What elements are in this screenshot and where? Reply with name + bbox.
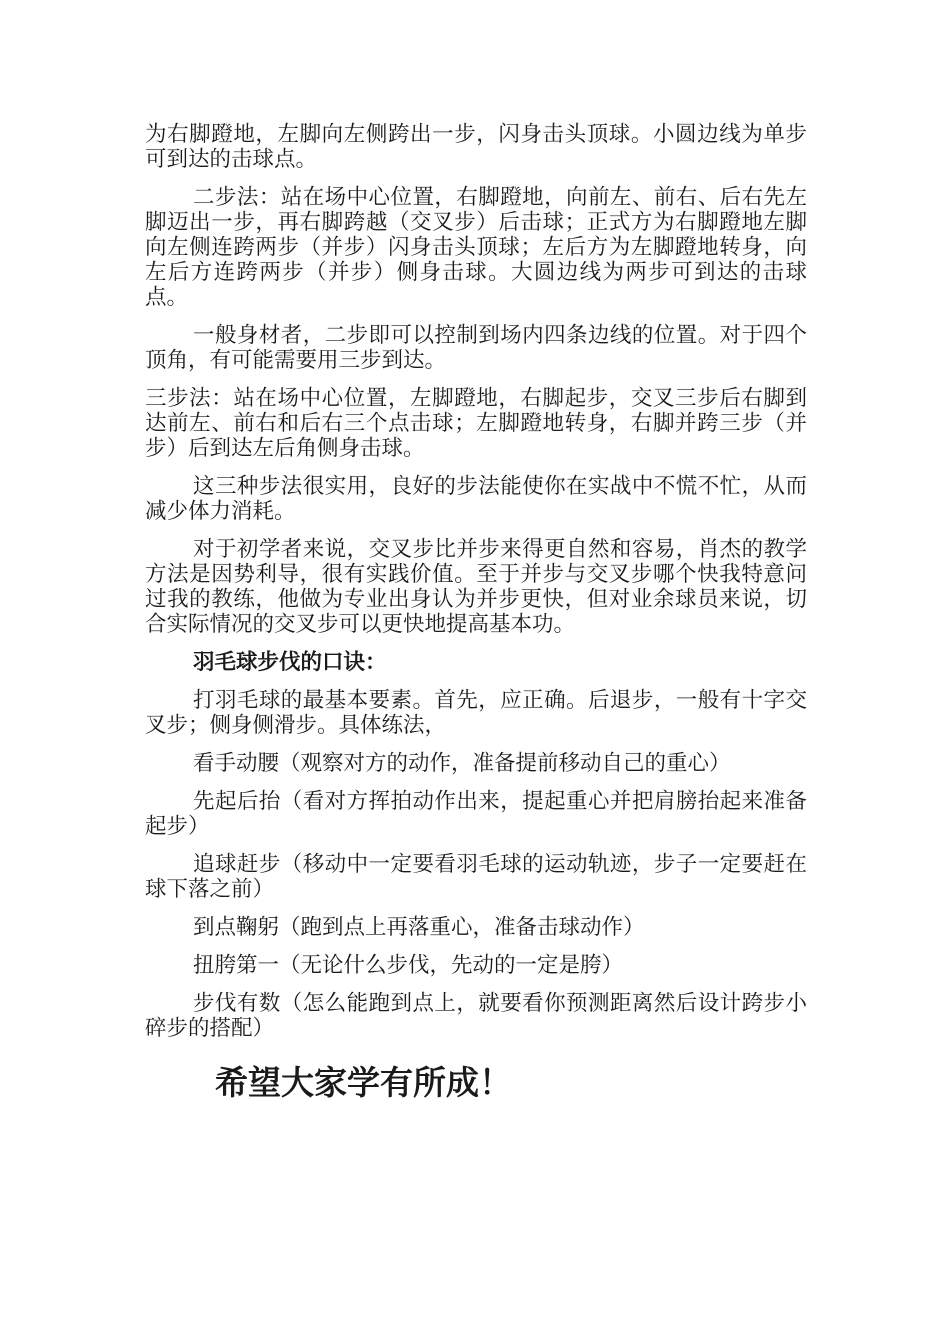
paragraph-4: 三步法：站在场中心位置，左脚蹬地，右脚起步，交叉三步后右脚到达前左、前右和后右三个点击球；左脚蹬地转身，右脚并跨三步（并步）后到达左后角侧身击球。 — [145, 386, 807, 461]
mnemonic-6: 步伐有数（怎么能跑到点上，就要看你预测距离然后设计跨步小碎步的搭配） — [145, 991, 807, 1041]
mnemonic-5: 扭胯第一（无论什么步伐，先动的一定是胯） — [193, 953, 624, 978]
paragraph-1: 为右脚蹬地，左脚向左侧跨出一步，闪身击头顶球。小圆边线为单步可到达的击球点。 — [145, 122, 807, 172]
section-heading: 羽毛球步伐的口诀： — [193, 650, 387, 675]
paragraph-3: 一般身材者，二步即可以控制到场内四条边线的位置。对于四个顶角，有可能需要用三步到达。 — [145, 323, 807, 373]
paragraph-6: 对于初学者来说，交叉步比并步来得更自然和容易，肖杰的教学方法是因势利导，很有实践价值。至于并步与交叉步哪个快我特意问过我的教练，他做为专业出身认为并步更快，但对业余球员来说，切合实际情况的交叉步可以更快地提高基本功。 — [145, 537, 807, 637]
mnemonic-3: 追球赶步（移动中一定要看羽毛球的运动轨迹，步子一定要赶在球下落之前） — [145, 852, 807, 902]
mnemonic-1: 看手动腰（观察对方的动作，准备提前移动自己的重心） — [193, 751, 731, 776]
paragraph-2: 二步法：站在场中心位置，右脚蹬地，向前左、前右、后右先左脚迈出一步，再右脚跨越（交叉步）后击球；正式方为右脚蹬地左脚向左侧连跨两步（并步）闪身击头顶球；左后方为左脚蹬地转身，向左后方连跨两步（并步）侧身击球。大圆边线为两步可到达的击球点。 — [145, 185, 807, 310]
paragraph-7: 打羽毛球的最基本要素。首先，应正确。后退步，一般有十字交叉步；侧身侧滑步。具体练法， — [145, 688, 807, 738]
paragraph-5: 这三种步法很实用，良好的步法能使你在实战中不慌不忙，从而减少体力消耗。 — [145, 474, 807, 524]
closing-message: 希望大家学有所成！ — [215, 1063, 512, 1102]
mnemonic-4: 到点鞠躬（跑到点上再落重心，准备击球动作） — [193, 915, 645, 940]
document-body — [145, 122, 807, 1103]
mnemonic-2: 先起后抬（看对方挥拍动作出来，提起重心并把肩膀抬起来准备起步） — [145, 789, 807, 839]
